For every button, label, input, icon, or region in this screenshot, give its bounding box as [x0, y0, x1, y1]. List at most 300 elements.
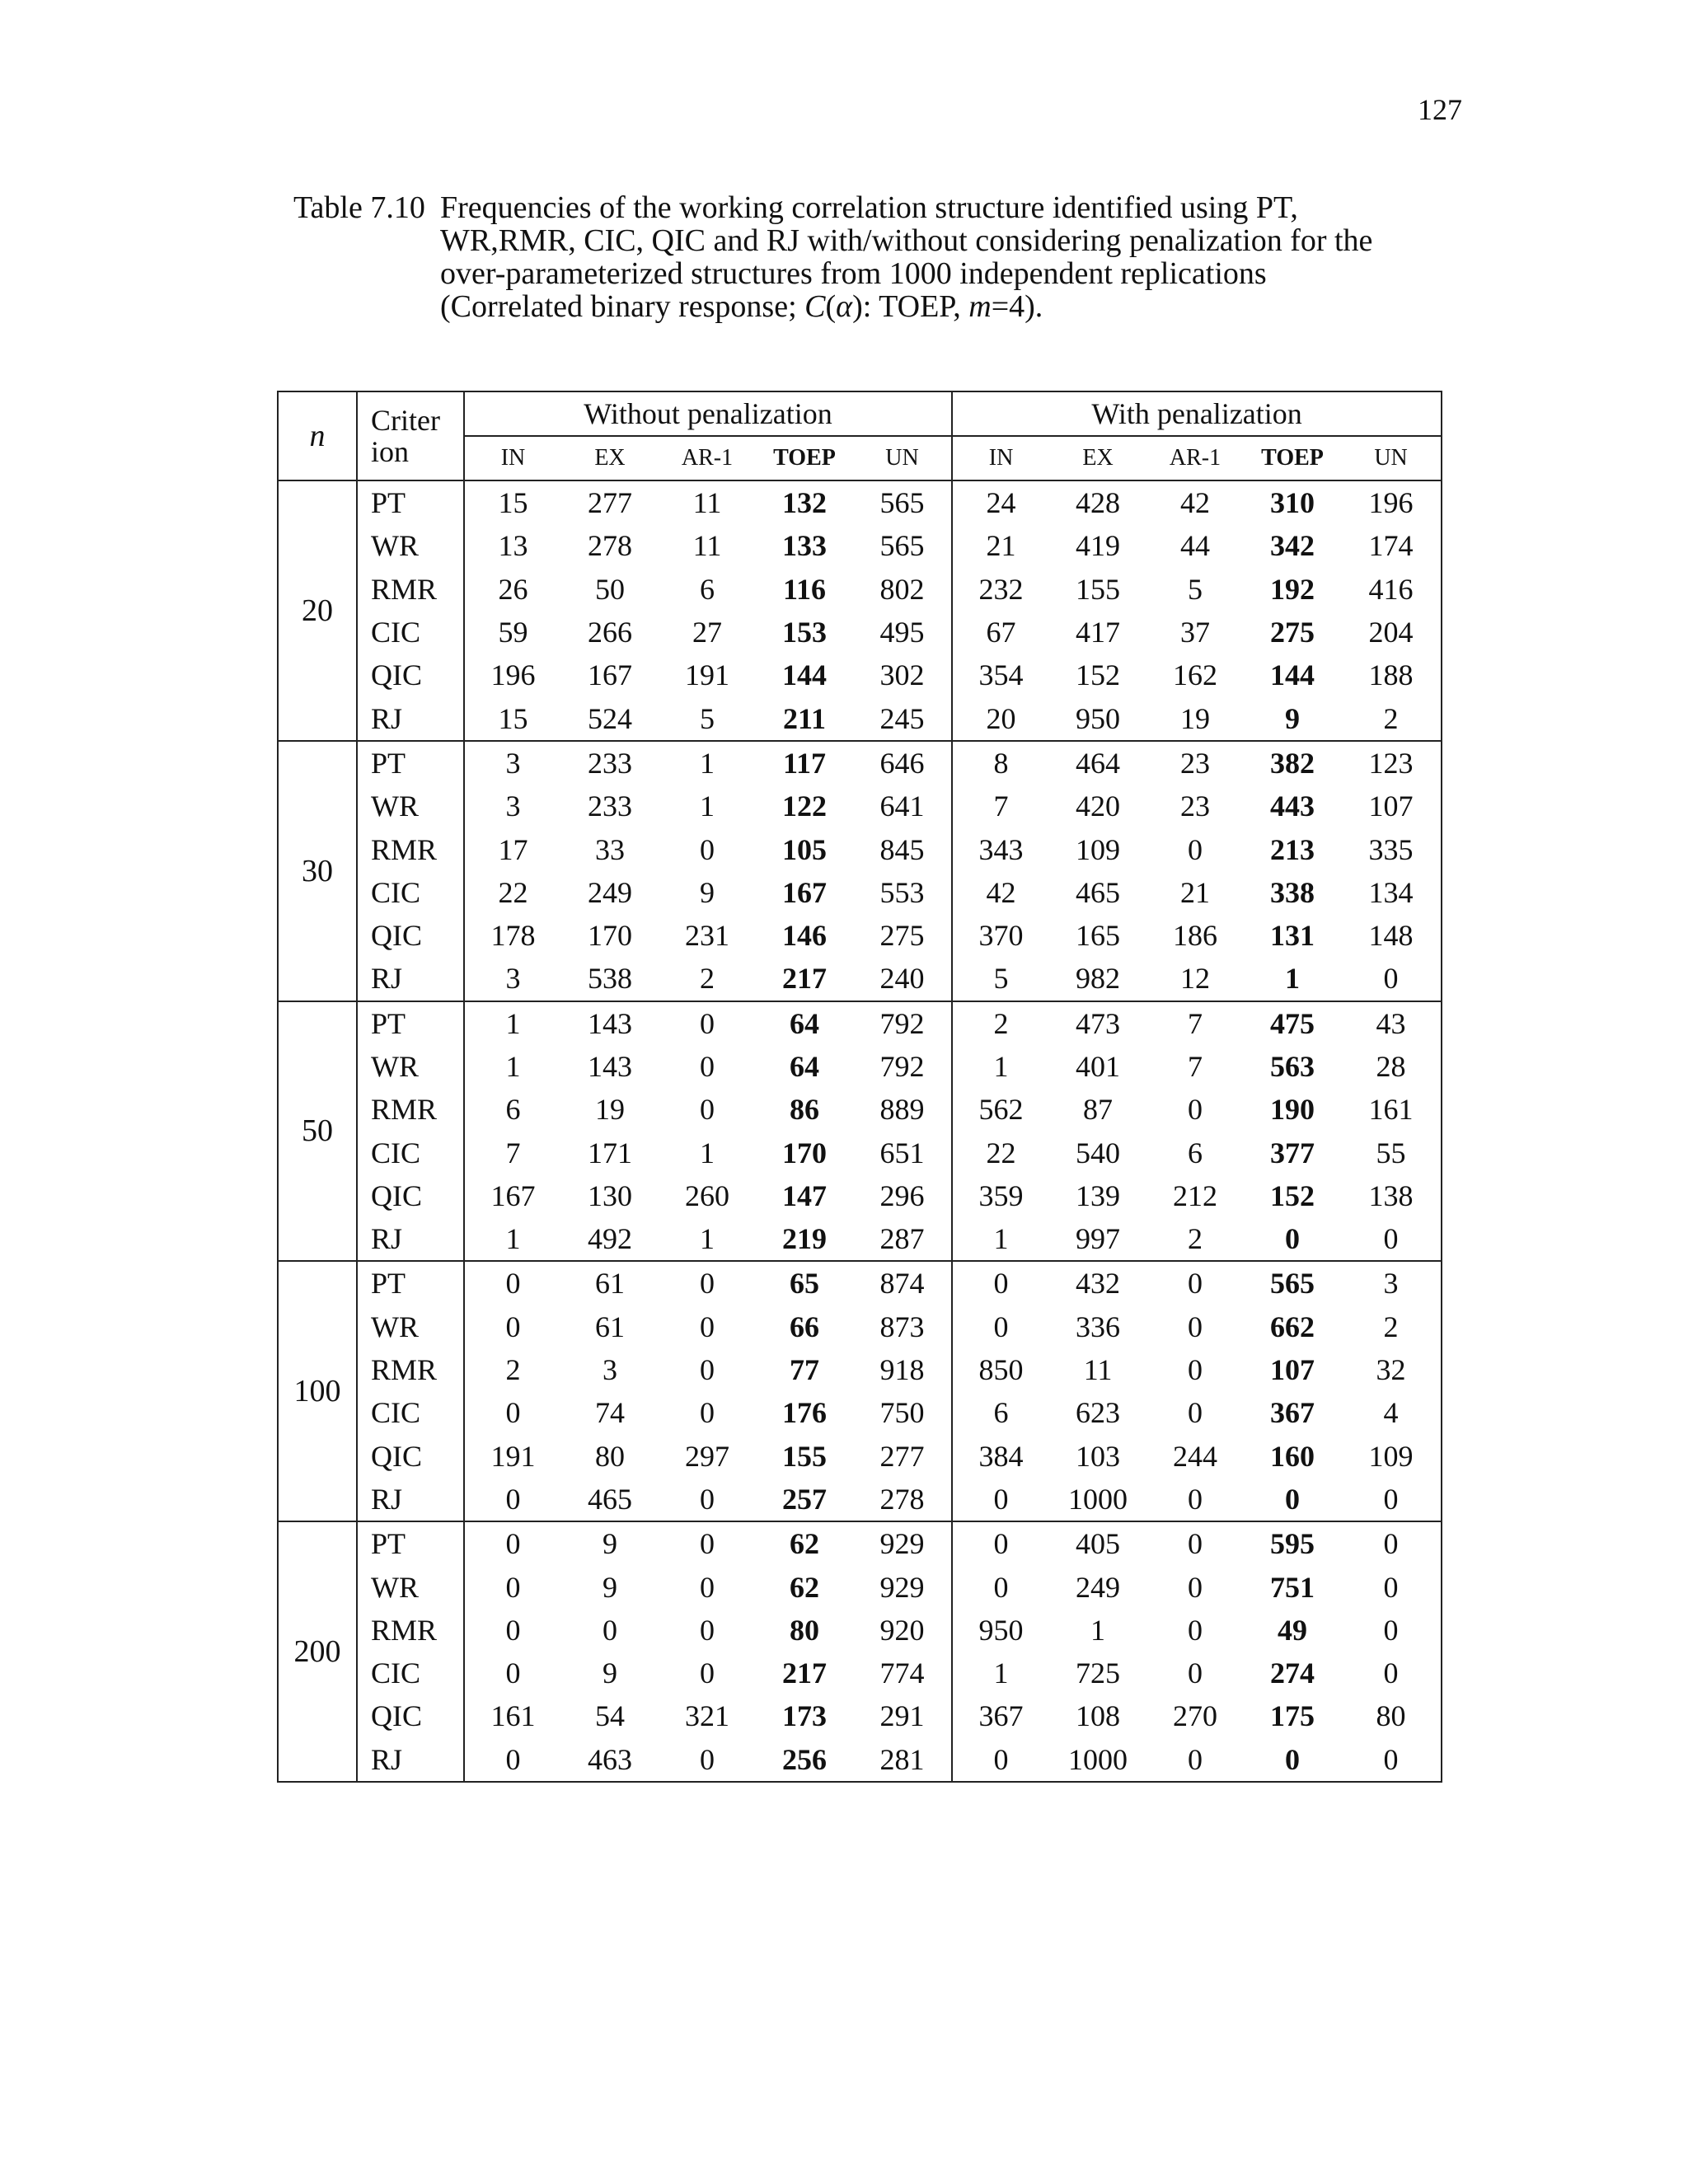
value-cell-with-in: 850: [978, 1353, 1024, 1387]
structure-header-without-un: UN: [853, 436, 952, 480]
criterion-cell: CIC: [357, 1391, 464, 1434]
sample-size-cell: 50: [278, 1001, 357, 1262]
value-cell-without-ar-1: 231: [685, 919, 729, 953]
value-cell-without-in: 59: [498, 616, 528, 649]
value-cell-without-toep: 211: [756, 696, 853, 740]
caption-line-4-paren: (: [825, 289, 837, 324]
table-row: [278, 1001, 1442, 1045]
value-cell-with-ex: 473: [1076, 1006, 1121, 1040]
value-cell-with-in: 21: [986, 529, 1016, 563]
value-cell-without-ex: 249: [588, 875, 632, 909]
value-cell-without-toep: 173: [782, 1699, 827, 1733]
criterion-cell: RMR: [357, 1088, 464, 1131]
value-cell-without-un: 245: [853, 696, 952, 740]
value-cell-with-un: 80: [1341, 1694, 1442, 1737]
value-cell-without-ex: 143: [588, 1006, 632, 1040]
criterion-cell: RJ: [357, 957, 464, 1001]
criterion-cell: WR: [357, 785, 464, 827]
caption-line-1: Frequencies of the working correlation structure identified using PT,: [440, 190, 1298, 225]
value-cell-without-ex: 9: [603, 1570, 617, 1604]
criterion-cell: RJ: [357, 1478, 464, 1521]
value-cell-without-in: 0: [505, 1310, 521, 1343]
value-cell-with-un: 0: [1341, 957, 1442, 1001]
structure-header-with-toep: TOEP: [1244, 436, 1341, 480]
value-cell-with-toep: 443: [1270, 790, 1315, 823]
value-cell-with-toep: 475: [1270, 1006, 1315, 1040]
table-row: [278, 1131, 1442, 1174]
value-cell-with-ex: 405: [1076, 1527, 1121, 1561]
value-cell-with-un: 335: [1341, 827, 1442, 870]
value-cell-without-in: 7: [505, 1136, 521, 1169]
value-cell-without-toep: 62: [790, 1570, 819, 1604]
value-cell-without-toep: 77: [790, 1353, 819, 1387]
criterion-cell: QIC: [357, 1174, 464, 1217]
value-cell-without-un: 920: [853, 1609, 952, 1652]
caption-line-3: over-parameterized structures from 1000 independent replications: [440, 256, 1267, 291]
value-cell-without-in: 17: [498, 832, 528, 866]
value-cell-without-un: 278: [853, 1478, 952, 1521]
value-cell-with-ar-1: 0: [1188, 1657, 1203, 1690]
value-cell-without-ar-1: 0: [700, 1613, 715, 1647]
value-cell-with-toep: 175: [1270, 1699, 1315, 1733]
value-cell-without-ar-1: 0: [700, 1050, 715, 1083]
value-cell-without-ar-1: 5: [659, 696, 756, 740]
value-cell-with-in: 0: [993, 1267, 1009, 1301]
results-table: [277, 391, 1442, 1783]
value-cell-with-ex: 420: [1076, 790, 1121, 823]
value-cell-with-in: 1: [993, 1050, 1009, 1083]
value-cell-without-ar-1: 0: [659, 1738, 756, 1782]
criterion-cell: PT: [357, 480, 464, 524]
value-cell-without-ar-1: 260: [685, 1179, 729, 1212]
value-cell-without-ar-1: 1: [700, 1136, 715, 1169]
value-cell-without-in: 22: [498, 875, 528, 909]
value-cell-without-ar-1: 2: [659, 957, 756, 1001]
value-cell-without-ar-1: 11: [692, 529, 722, 563]
value-cell-with-toep: 338: [1270, 875, 1315, 909]
value-cell-with-in: 1: [952, 1217, 1049, 1261]
table-row: [278, 1478, 1442, 1521]
value-cell-without-ex: 465: [561, 1478, 659, 1521]
structure-header-without-toep: TOEP: [756, 436, 853, 480]
value-cell-with-un: 134: [1341, 871, 1442, 914]
value-cell-with-in: 0: [993, 1570, 1009, 1604]
value-cell-with-ex: 165: [1076, 919, 1121, 953]
value-cell-without-un: 646: [853, 741, 952, 785]
value-cell-without-ar-1: 0: [700, 1353, 715, 1387]
value-cell-without-un: 651: [853, 1131, 952, 1174]
value-cell-with-ex: 725: [1076, 1657, 1121, 1690]
value-cell-with-un: 2: [1341, 696, 1442, 740]
value-cell-without-in: 26: [498, 572, 528, 606]
value-cell-without-in: 0: [505, 1613, 521, 1647]
value-cell-without-toep: 170: [782, 1136, 827, 1169]
criterion-header: Criter ion: [357, 391, 464, 480]
caption-line-2: WR,RMR, CIC, QIC and RJ with/without considering penalization for the: [440, 223, 1373, 258]
value-cell-without-toep: 116: [782, 572, 826, 606]
value-cell-with-in: 1: [993, 1657, 1009, 1690]
value-cell-with-ar-1: 5: [1188, 572, 1203, 606]
value-cell-with-ar-1: 0: [1188, 1527, 1203, 1561]
value-cell-with-ex: 417: [1076, 616, 1121, 649]
value-cell-with-toep: 751: [1270, 1570, 1315, 1604]
value-cell-with-toep: 274: [1270, 1657, 1315, 1690]
value-cell-with-toep: 0: [1244, 1478, 1341, 1521]
value-cell-with-in: 370: [978, 919, 1024, 953]
value-cell-without-ex: 538: [561, 957, 659, 1001]
value-cell-with-in: 359: [978, 1179, 1024, 1212]
value-cell-without-ex: 33: [595, 832, 625, 866]
value-cell-with-in: 20: [952, 696, 1049, 740]
value-cell-without-toep: 167: [782, 875, 827, 909]
value-cell-without-ex: 278: [588, 529, 632, 563]
value-cell-with-ar-1: 44: [1180, 529, 1211, 563]
value-cell-without-un: 277: [853, 1435, 952, 1478]
value-cell-without-ar-1: 0: [700, 1006, 715, 1040]
value-cell-with-in: 232: [978, 572, 1024, 606]
table-row: [278, 1609, 1442, 1652]
value-cell-without-in: 6: [505, 1093, 521, 1127]
value-cell-with-in: 7: [993, 790, 1009, 823]
criterion-cell: WR: [357, 524, 464, 567]
value-cell-without-ex: 0: [603, 1613, 617, 1647]
value-cell-with-ar-1: 7: [1188, 1006, 1203, 1040]
caption-line-4-pre: (Correlated binary response;: [440, 289, 805, 324]
value-cell-with-un: 0: [1341, 1217, 1442, 1261]
caption-line-4-mid: ): TOEP,: [852, 289, 969, 324]
table-row: [278, 568, 1442, 611]
value-cell-with-ex: 540: [1076, 1136, 1121, 1169]
value-cell-without-in: 178: [490, 919, 536, 953]
value-cell-with-ar-1: 0: [1188, 1353, 1203, 1387]
value-cell-without-ex: 463: [561, 1738, 659, 1782]
structure-header-with-in: IN: [952, 436, 1049, 480]
value-cell-with-ar-1: 23: [1180, 790, 1211, 823]
criterion-cell: PT: [357, 1001, 464, 1045]
value-cell-without-un: 302: [853, 654, 952, 696]
table-row: [278, 1348, 1442, 1391]
value-cell-with-ex: 336: [1076, 1310, 1121, 1343]
table-row: [278, 1305, 1442, 1348]
value-cell-without-in: 161: [490, 1699, 536, 1733]
value-cell-without-toep: 86: [790, 1093, 819, 1127]
table-body: [278, 480, 1442, 1782]
value-cell-without-ex: 9: [603, 1657, 617, 1690]
value-cell-with-ex: 401: [1076, 1050, 1121, 1083]
value-cell-with-un: 204: [1341, 611, 1442, 654]
criterion-cell: PT: [357, 741, 464, 785]
value-cell-without-toep: 117: [782, 746, 826, 780]
value-cell-without-un: 281: [853, 1738, 952, 1782]
value-cell-without-un: 565: [853, 480, 952, 524]
value-cell-with-ar-1: 162: [1173, 658, 1218, 692]
caption-line-4-C: C: [804, 289, 826, 324]
value-cell-without-toep: 217: [782, 1657, 827, 1690]
value-cell-with-ar-1: 0: [1188, 1570, 1203, 1604]
value-cell-with-ar-1: 212: [1173, 1179, 1218, 1212]
value-cell-with-ex: 950: [1049, 696, 1146, 740]
value-cell-with-ex: 997: [1049, 1217, 1146, 1261]
value-cell-without-in: 15: [498, 486, 528, 520]
table-row: [278, 785, 1442, 827]
value-cell-with-ex: 11: [1083, 1353, 1113, 1387]
value-cell-without-toep: 64: [790, 1006, 819, 1040]
value-cell-without-in: 196: [490, 658, 536, 692]
table-row: [278, 1174, 1442, 1217]
value-cell-without-in: 1: [464, 1217, 561, 1261]
value-cell-without-ar-1: 9: [700, 875, 715, 909]
value-cell-without-ar-1: 0: [700, 1657, 715, 1690]
criterion-cell: RMR: [357, 827, 464, 870]
criterion-cell: RMR: [357, 568, 464, 611]
group-without-penalization: Without penalization: [464, 391, 952, 436]
criterion-cell: WR: [357, 1305, 464, 1348]
value-cell-without-toep: 219: [756, 1217, 853, 1261]
value-cell-without-ex: 524: [561, 696, 659, 740]
value-cell-with-in: 384: [978, 1439, 1024, 1473]
value-cell-without-un: 929: [853, 1521, 952, 1565]
value-cell-without-in: 0: [505, 1570, 521, 1604]
value-cell-with-un: 0: [1341, 1478, 1442, 1521]
value-cell-with-ex: 87: [1083, 1093, 1114, 1127]
value-cell-with-in: 6: [993, 1396, 1009, 1430]
value-cell-with-un: 123: [1341, 741, 1442, 785]
value-cell-with-ar-1: 2: [1146, 1217, 1244, 1261]
value-cell-without-un: 792: [853, 1045, 952, 1088]
criterion-cell: RJ: [357, 1738, 464, 1782]
value-cell-with-in: 0: [952, 1478, 1049, 1521]
value-cell-with-ar-1: 0: [1188, 832, 1203, 866]
value-cell-without-in: 13: [498, 529, 528, 563]
value-cell-with-ex: 1000: [1049, 1738, 1146, 1782]
value-cell-without-ex: 61: [595, 1267, 625, 1301]
value-cell-without-in: 3: [464, 957, 561, 1001]
value-cell-without-ex: 9: [603, 1527, 617, 1561]
value-cell-with-ar-1: 21: [1180, 875, 1211, 909]
value-cell-with-ex: 428: [1076, 486, 1121, 520]
value-cell-without-in: 191: [490, 1439, 536, 1473]
value-cell-with-in: 354: [978, 658, 1024, 692]
value-cell-with-toep: 0: [1244, 1217, 1341, 1261]
value-cell-without-un: 873: [853, 1305, 952, 1348]
value-cell-with-toep: 595: [1270, 1527, 1315, 1561]
group-with-penalization: With penalization: [952, 391, 1442, 436]
table-row: [278, 1261, 1442, 1305]
value-cell-without-ex: 19: [595, 1093, 625, 1127]
value-cell-without-toep: 122: [782, 790, 827, 823]
value-cell-with-toep: 192: [1270, 572, 1315, 606]
value-cell-without-ar-1: 27: [692, 616, 722, 649]
value-cell-with-in: 2: [993, 1006, 1009, 1040]
value-cell-with-toep: 160: [1270, 1439, 1315, 1473]
value-cell-without-un: 845: [853, 827, 952, 870]
value-cell-without-ar-1: 6: [700, 572, 715, 606]
value-cell-without-toep: 64: [790, 1050, 819, 1083]
value-cell-without-ar-1: 0: [700, 1527, 715, 1561]
value-cell-without-ex: 50: [595, 572, 625, 606]
value-cell-with-ar-1: 0: [1146, 1478, 1244, 1521]
structure-header-with-ex: EX: [1049, 436, 1146, 480]
value-cell-with-ex: 152: [1076, 658, 1121, 692]
criterion-cell: WR: [357, 1565, 464, 1608]
table-row: [278, 1565, 1442, 1608]
page-number: 127: [1418, 93, 1462, 126]
value-cell-without-ar-1: 0: [700, 832, 715, 866]
caption-line-4: [440, 290, 1043, 323]
value-cell-without-ar-1: 0: [700, 1570, 715, 1604]
value-cell-with-ar-1: 0: [1188, 1396, 1203, 1430]
value-cell-with-ar-1: 12: [1146, 957, 1244, 1001]
value-cell-with-toep: 9: [1244, 696, 1341, 740]
value-cell-with-un: 107: [1341, 785, 1442, 827]
value-cell-without-un: 641: [853, 785, 952, 827]
value-cell-with-in: 367: [978, 1699, 1024, 1733]
value-cell-with-ar-1: 244: [1173, 1439, 1218, 1473]
value-cell-without-ar-1: 11: [692, 486, 722, 520]
value-cell-with-ex: 432: [1076, 1267, 1121, 1301]
value-cell-with-toep: 275: [1270, 616, 1315, 649]
value-cell-without-toep: 217: [756, 957, 853, 1001]
value-cell-without-in: 1: [505, 1050, 521, 1083]
value-cell-without-ar-1: 0: [700, 1267, 715, 1301]
criterion-cell: CIC: [357, 871, 464, 914]
criterion-cell: QIC: [357, 1694, 464, 1737]
value-cell-without-un: 918: [853, 1348, 952, 1391]
value-cell-without-un: 553: [853, 871, 952, 914]
structure-header-without-ar-1: AR-1: [659, 436, 756, 480]
value-cell-with-un: 28: [1341, 1045, 1442, 1088]
value-cell-with-ar-1: 0: [1188, 1310, 1203, 1343]
value-cell-without-un: 889: [853, 1088, 952, 1131]
value-cell-without-in: 167: [490, 1179, 536, 1212]
criterion-cell: QIC: [357, 914, 464, 957]
table-row: [278, 1521, 1442, 1565]
value-cell-with-toep: 377: [1270, 1136, 1315, 1169]
value-cell-with-ex: 109: [1076, 832, 1121, 866]
value-cell-without-ex: 130: [588, 1179, 632, 1212]
value-cell-without-ex: 61: [595, 1310, 625, 1343]
value-cell-with-toep: 152: [1270, 1179, 1315, 1212]
value-cell-without-ex: 3: [603, 1353, 617, 1387]
value-cell-without-toep: 62: [790, 1527, 819, 1561]
value-cell-without-ar-1: 0: [659, 1478, 756, 1521]
value-cell-with-toep: 662: [1270, 1310, 1315, 1343]
value-cell-with-un: 55: [1341, 1131, 1442, 1174]
structure-header-without-in: IN: [464, 436, 561, 480]
criterion-cell: QIC: [357, 1435, 464, 1478]
table-row: [278, 1045, 1442, 1088]
value-cell-with-in: 562: [978, 1093, 1024, 1127]
table-row: [278, 957, 1442, 1001]
value-cell-with-un: 4: [1341, 1391, 1442, 1434]
value-cell-with-un: 148: [1341, 914, 1442, 957]
value-cell-without-un: 929: [853, 1565, 952, 1608]
value-cell-with-toep: 0: [1244, 1738, 1341, 1782]
table-row: [278, 480, 1442, 524]
value-cell-without-ex: 233: [588, 790, 632, 823]
value-cell-without-in: 15: [464, 696, 561, 740]
value-cell-with-in: 950: [978, 1613, 1024, 1647]
value-cell-with-toep: 382: [1270, 746, 1315, 780]
value-cell-without-un: 750: [853, 1391, 952, 1434]
value-cell-without-ar-1: 1: [659, 1217, 756, 1261]
value-cell-with-ex: 623: [1076, 1396, 1121, 1430]
value-cell-without-toep: 144: [782, 658, 827, 692]
value-cell-with-un: 0: [1341, 1565, 1442, 1608]
value-cell-without-un: 495: [853, 611, 952, 654]
value-cell-with-un: 188: [1341, 654, 1442, 696]
value-cell-without-un: 774: [853, 1652, 952, 1694]
value-cell-without-toep: 155: [782, 1439, 827, 1473]
value-cell-with-ar-1: 7: [1188, 1050, 1203, 1083]
table-row: [278, 696, 1442, 740]
value-cell-with-toep: 342: [1270, 529, 1315, 563]
value-cell-with-un: 161: [1341, 1088, 1442, 1131]
value-cell-without-ar-1: 1: [700, 746, 715, 780]
value-cell-with-ex: 108: [1076, 1699, 1121, 1733]
caption-label: Table 7.10: [293, 190, 425, 225]
criterion-cell: RMR: [357, 1609, 464, 1652]
table-row: [278, 741, 1442, 785]
value-cell-with-toep: 1: [1244, 957, 1341, 1001]
value-cell-with-un: 0: [1341, 1609, 1442, 1652]
value-cell-with-ex: 464: [1076, 746, 1121, 780]
sample-size-cell: 100: [278, 1261, 357, 1521]
table-row: [278, 1088, 1442, 1131]
value-cell-without-un: 287: [853, 1217, 952, 1261]
value-cell-without-ar-1: 191: [685, 658, 729, 692]
value-cell-without-ex: 492: [561, 1217, 659, 1261]
value-cell-with-un: 174: [1341, 524, 1442, 567]
value-cell-with-ex: 419: [1076, 529, 1121, 563]
structure-header-with-un: UN: [1341, 436, 1442, 480]
value-cell-without-toep: 65: [790, 1267, 819, 1301]
sample-size-cell: 20: [278, 480, 357, 741]
value-cell-without-ar-1: 0: [700, 1093, 715, 1127]
value-cell-without-in: 0: [505, 1527, 521, 1561]
table-row: [278, 1391, 1442, 1434]
value-cell-without-ar-1: 0: [700, 1396, 715, 1430]
sample-size-cell: 30: [278, 741, 357, 1001]
value-cell-with-ex: 1000: [1049, 1478, 1146, 1521]
value-cell-with-ex: 1: [1090, 1613, 1106, 1647]
value-cell-with-in: 5: [952, 957, 1049, 1001]
criterion-cell: QIC: [357, 654, 464, 696]
value-cell-with-in: 24: [986, 486, 1016, 520]
value-cell-without-ex: 54: [595, 1699, 625, 1733]
value-cell-with-un: 196: [1341, 480, 1442, 524]
value-cell-without-toep: 256: [756, 1738, 853, 1782]
value-cell-without-in: 0: [505, 1657, 521, 1690]
value-cell-with-un: 3: [1341, 1261, 1442, 1305]
value-cell-with-toep: 565: [1270, 1267, 1315, 1301]
value-cell-without-ar-1: 321: [685, 1699, 729, 1733]
value-cell-without-in: 3: [505, 790, 521, 823]
value-cell-without-toep: 146: [782, 919, 827, 953]
criterion-cell: CIC: [357, 1652, 464, 1694]
caption-line-4-m: m: [968, 289, 992, 324]
value-cell-without-toep: 66: [790, 1310, 819, 1343]
value-cell-with-toep: 213: [1270, 832, 1315, 866]
value-cell-without-toep: 176: [782, 1396, 827, 1430]
structure-header-without-ex: EX: [561, 436, 659, 480]
value-cell-with-ex: 249: [1076, 1570, 1121, 1604]
table-row: [278, 654, 1442, 696]
value-cell-with-ar-1: 0: [1188, 1267, 1203, 1301]
criterion-cell: RMR: [357, 1348, 464, 1391]
value-cell-without-toep: 257: [756, 1478, 853, 1521]
value-cell-without-un: 792: [853, 1001, 952, 1045]
